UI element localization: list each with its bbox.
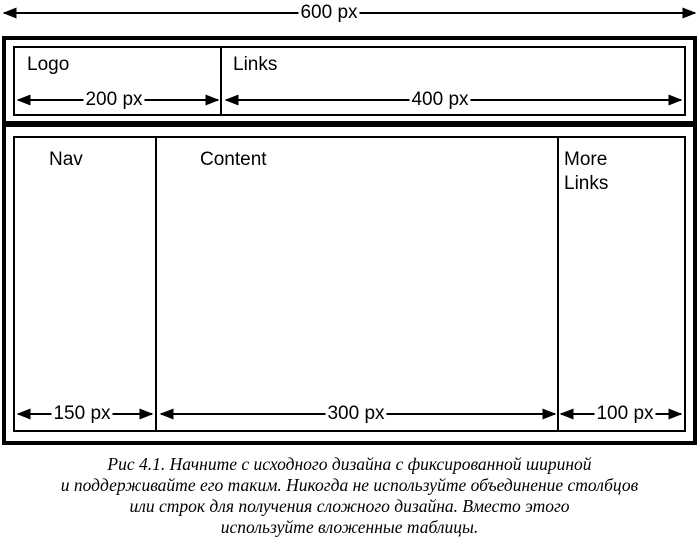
header-divider [220,46,222,116]
caption-line-1: Рис 4.1. Начните с исходного дизайна с фиксированной шириной [107,454,592,474]
more-links-label-line2: Links [564,173,609,194]
nav-width-label: 150 px [53,403,111,424]
top-dimension-label: 600 px [300,2,358,23]
caption-line-2: и поддерживайте его таким. Никогда не используйте объединение столбцов [60,475,639,495]
logo-cell-label: Logo [27,54,70,75]
nav-divider [155,136,157,432]
links-width-label: 400 px [411,89,469,110]
content-cell-label: Content [200,149,267,170]
content-width-label: 300 px [327,403,385,424]
caption-line-4: используйте вложенные таблицы. [220,517,479,537]
links-cell-label: Links [233,54,278,75]
figure-caption [0,454,699,538]
nav-cell-label: Nav [49,149,83,170]
caption-line-3: или строк для получения сложного дизайна. Вместо этого [129,496,570,516]
more-links-width-label: 100 px [596,403,654,424]
more-links-label-line1: More [564,149,608,170]
content-divider [557,136,559,432]
logo-width-label: 200 px [85,89,143,110]
